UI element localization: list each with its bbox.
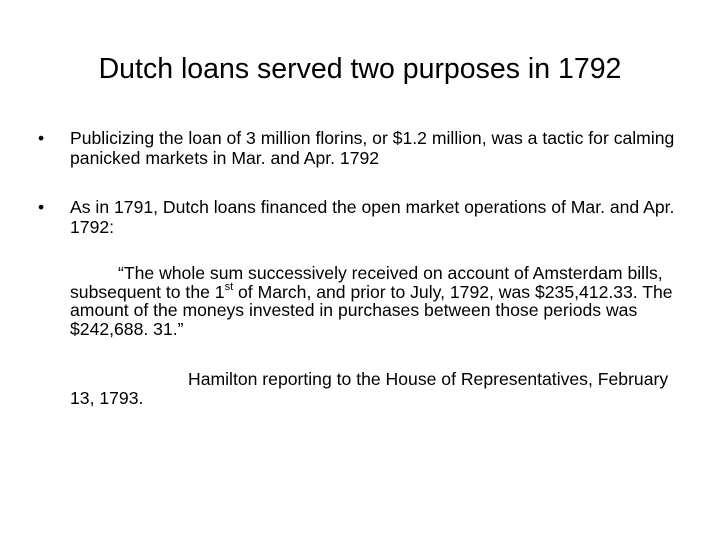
bullet-item — [38, 128, 678, 168]
bullet-marker: • — [38, 197, 45, 217]
hamilton-quote — [70, 264, 690, 338]
bullet-item — [38, 197, 678, 237]
quote-ordinal-suffix: st — [224, 280, 234, 293]
bullet-marker: • — [38, 128, 45, 148]
bullet-text: Publicizing the loan of 3 million florins, or $1.2 million, was a tactic for calming panicked markets in Mar. and Apr. 1792 — [70, 128, 675, 168]
quote-attribution: Hamilton reporting to the House of Representatives, February 13, 1793. — [70, 369, 669, 408]
bullet-text: As in 1791, Dutch loans financed the open market operations of Mar. and Apr. 1792: — [70, 197, 675, 237]
quote-text-part-1: “The whole sum successively received on account of Amsterdam bills, subsequent to the 1 — [70, 263, 663, 302]
quote-text-part-2: of March, and prior to July, 1792, was $235,412.33. The amount of the moneys invested in purchases between those periods was $242,688. 31.” — [70, 281, 673, 339]
slide-title: Dutch loans served two purposes in 1792 — [98, 53, 622, 85]
